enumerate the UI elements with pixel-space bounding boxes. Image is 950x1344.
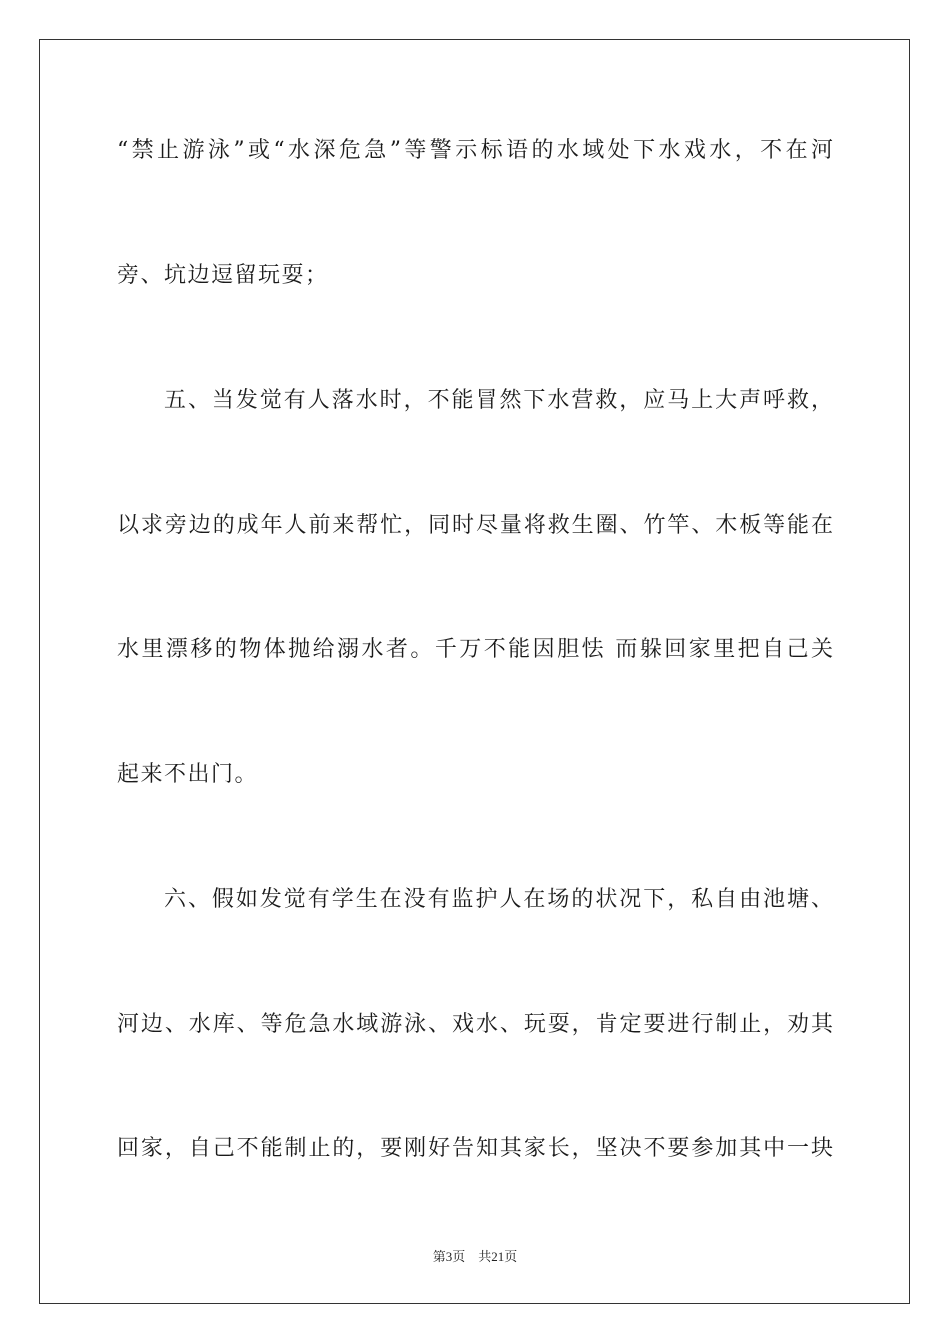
footer-gap: [465, 1249, 478, 1264]
total-pages: 共21页: [478, 1249, 518, 1264]
paragraph-five-start: 五、当发觉有人落水时，不能冒然下水营救，应马上大声呼救，: [164, 388, 833, 413]
body-text-line: “禁止游泳”或“水深危急”等警示标语的水域处下水戏水，不在河: [117, 138, 833, 163]
body-text-line: 以求旁边的成年人前来帮忙，同时尽量将救生圈、竹竿、木板等能在: [117, 513, 833, 538]
page-number: 第3页: [432, 1249, 466, 1264]
body-text-line: 旁、坑边逗留玩耍；: [117, 263, 329, 288]
body-text-line: 回家，自己不能制止的，要刚好告知其家长，坚决不要参加其中一块: [117, 1136, 833, 1161]
body-text-line: 水里漂移的物体抛给溺水者。千万不能因胆怯 而躲回家里把自己关: [117, 637, 833, 662]
body-text-line: 起来不出门。: [117, 762, 259, 787]
page-footer: [0, 1248, 950, 1266]
paragraph-six-start: 六、假如发觉有学生在没有监护人在场的状况下，私自由池塘、: [164, 887, 833, 912]
page-border: [39, 39, 910, 1304]
body-text-line: 河边、水库、等危急水域游泳、戏水、玩耍，肯定要进行制止，劝其: [117, 1012, 833, 1037]
